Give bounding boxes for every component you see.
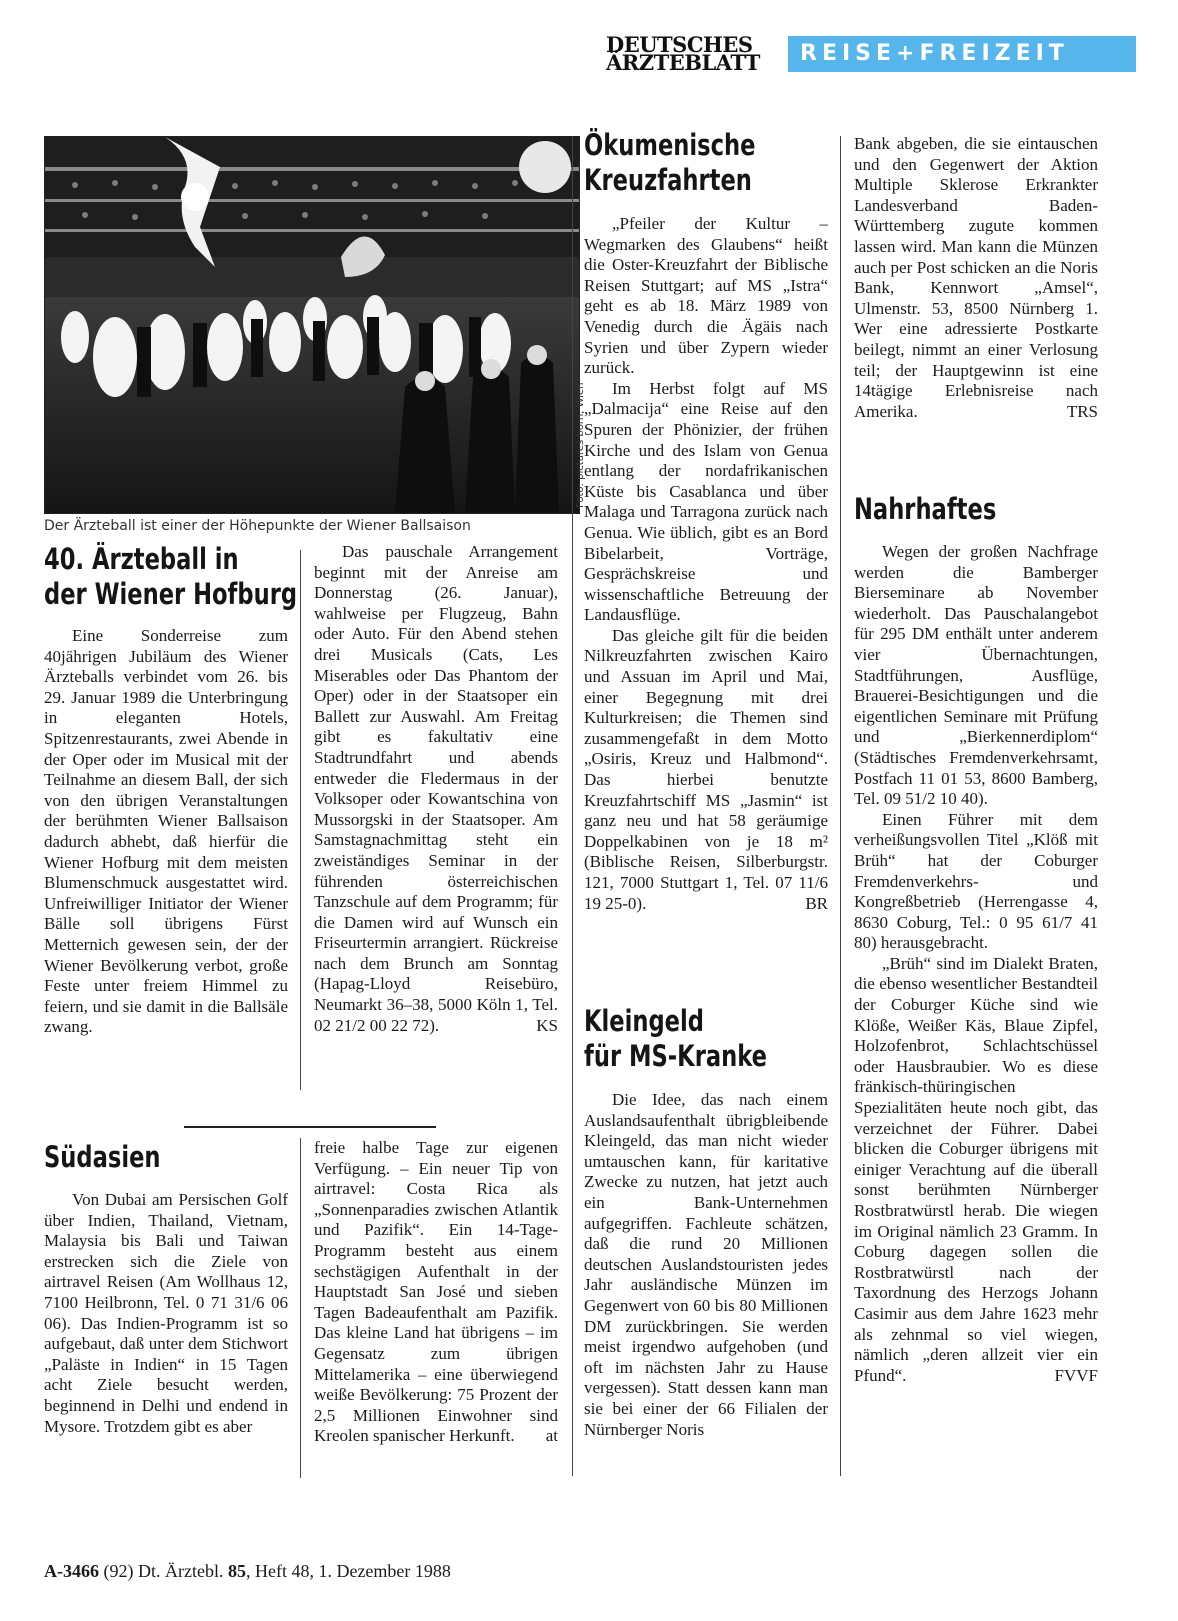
ballroom-photo-illustration bbox=[45, 137, 579, 513]
kleingeld-column-2 bbox=[854, 134, 1098, 422]
kleingeld-paragraph-1: Die Idee, das nach einem Auslandsaufenthalt übrigbleibende Kleingeld, das man nicht wieder umtauschen kann, für karitative Zwecke zu nutzen, hat jetzt auch ein Bank-Unternehmen aufgegriffen. Fachleute schätzen, daß die rund 20 Millionen deutschen Auslandstouristen jedes Jahr ausländische Münzen im Gegenwert von 60 bis 80 Millionen DM zurückbringen. Sie werden meist irgendwo aufgehoben (und oft im nächsten Jahr zu Hause vergessen). Statt dessen kann man sie bei einer der 66 Filialen der Nürnberger Noris bbox=[584, 1090, 828, 1439]
page-footer bbox=[44, 1561, 684, 1582]
footer-citation: (92) Dt. Ärztebl. bbox=[103, 1561, 224, 1581]
nahrhaftes-paragraph-2: Einen Führer mit dem verheißungsvollen Titel „Klöß mit Brüh“ hat der Coburger Fremdenverkehrs- und Kongreßbetrieb (Herrengasse 4, 8630 Coburg, Tel.: 0 95 61/7 41 80) herausgebracht. bbox=[854, 809, 1098, 953]
kreuzfahrten-paragraph-3: Das gleiche gilt für die beiden Nilkreuzfahrten zwischen Kairo und Assuan im April und Mai, einer Begegnung mit drei Kulturkreisen; die Themen sind zusammengefaßt in dem Motto „Osiris, Kreuz und Halbmond“. Das hierbei benutzte Kreuzfahrtschiff MS „Jasmin“ ist ganz neu und hat 58 geräumige Doppelkabinen von je 18 m² (Biblische Reisen, Silberburgstr. 121, 7000 Stuttgart 1, Tel. 07 11/6 19 25-0). bbox=[584, 625, 828, 913]
nahrhaftes-signature: FVVF bbox=[1054, 1365, 1098, 1385]
section-badge: REISE+FREIZEIT bbox=[788, 36, 1136, 72]
footer-issue-date: , Heft 48, 1. Dezember 1988 bbox=[245, 1561, 451, 1581]
kreuzfahrten-title-line1: Ökumenische bbox=[584, 128, 756, 162]
kreuzfahrten-title-line2: Kreuzfahrten bbox=[584, 163, 752, 197]
ball-article-column-1 bbox=[44, 626, 288, 1038]
kleingeld-column-1 bbox=[584, 1090, 828, 1440]
ball-paragraph-1: Eine Sonderreise zum 40jährigen Jubiläum des Wiener Ärzteballs verbindet vom 26. bis 29. Januar 1989 die Unterbringung in eleganten Hotels, Spitzenrestaurants, zwei Abende in der Oper oder im Musical mit der Teilnahme an diesem Ball, der sich von den übrigen Veranstaltungen der berühmten Wiener Ballsaison dadurch abhebt, daß hierfür die Wiener Hofburg mit dem meisten Blumenschmuck ausgestattet wird. Unfreiwilliger Initiator der Wiener Bälle soll übrigens Fürst Metternich gewesen sein, der der Wiener Bevölkerung verbot, große Feste unter freiem Himmel zu feiern, und sie damit in die Ballsäle zwang. bbox=[44, 626, 288, 1037]
article-separator bbox=[184, 1126, 436, 1128]
kreuzfahrten-column bbox=[584, 214, 828, 914]
suedasien-title-text: Südasien bbox=[44, 1140, 161, 1174]
column-divider-lower bbox=[300, 1138, 301, 1478]
suedasien-trailing-word: at bbox=[545, 1426, 558, 1446]
kleingeld-paragraph-2: Bank abgeben, die sie eintauschen und den Gegenwert der Aktion Multiple Sklerose Erkrankter Landesverband Baden-Württemberg zugute kommen lassen wird. Man kann die Münzen auch per Post schicken an die Noris Bank, Kennwort „Amsel“, Ulmenstr. 53, 8500 Nürnberg 1. Wer eine adressierte Postkarte beilegt, nimmt an einer Verlosung teil; der Hauptgewinn ist eine 14tägige Erlebnisreise nach Amerika. bbox=[854, 134, 1098, 421]
masthead-line2: ÄRZTEBLATT bbox=[606, 50, 760, 75]
ball-title-line1: 40. Ärzteball in bbox=[44, 542, 239, 576]
column-divider-middle bbox=[572, 136, 573, 1476]
ball-photo bbox=[44, 136, 580, 514]
suedasien-title bbox=[44, 1140, 284, 1175]
nahrhaftes-title-text: Nahrhaftes bbox=[854, 492, 997, 526]
footer-page-number: A-3466 bbox=[44, 1561, 99, 1581]
column-divider-right bbox=[840, 136, 841, 1476]
kreuzfahrten-paragraph-2: Im Herbst folgt auf MS „Dalmacija“ eine Reise auf den Spuren der Phönizier, der frühen Kirche und des Islam von Genua entlang der nordafrikanischen Küste bis Casablanca und über Malaga und Tarragona zurück nach Genua. Wie üblich, gibt es an Bord Bibelarbeit, Vorträge, Gesprächskreise und wissenschaftliche Betreuung der Landausflüge. bbox=[584, 378, 828, 625]
footer-volume: 85 bbox=[227, 1561, 246, 1581]
photo-credit-text: Foto: pictures born, Wien bbox=[575, 382, 586, 508]
column-divider bbox=[300, 550, 301, 1090]
suedasien-column-1 bbox=[44, 1190, 288, 1437]
suedasien-column-2 bbox=[314, 1138, 558, 1447]
ball-article-title bbox=[44, 542, 304, 612]
kleingeld-title-line2: für MS-Kranke bbox=[584, 1039, 767, 1073]
nahrhaftes-column bbox=[854, 542, 1098, 1386]
kleingeld-signature: TRS bbox=[1066, 401, 1098, 421]
nahrhaftes-title bbox=[854, 492, 1094, 527]
photo-caption: Der Ärzteball ist einer der Höhepunkte der Wiener Ballsaison bbox=[44, 518, 471, 534]
suedasien-paragraph-2: freie halbe Tage zur eigenen Verfügung. – Ein neuer Tip von airtravel: Costa Rica als „Sonnenparadies zwischen Atlantik und Pazifik“. Ein 14-Tage-Programm besteht aus einem sechstägigen Aufenthalt in der Hauptstadt San José und sieben Tagen Badeaufenthalt am Pazifik. Das kleine Land hat übrigens – im Gegensatz zum übrigen Mittelamerika – eine überwiegend weiße Bevölkerung: 75 Prozent der 2,5 Millionen Einwohner sind Kreolen spanischer Herkunft. bbox=[314, 1138, 558, 1446]
kreuzfahrten-paragraph-1: „Pfeiler der Kultur – Wegmarken des Glaubens“ heißt die Oster-Kreuzfahrt der Biblische Reisen Stuttgart; auf MS „Istra“ geht es ab 18. März 1989 von Venedig durch die Ägäis nach Syrien und über Zypern wieder zurück. bbox=[584, 214, 828, 378]
ball-title-line2: der Wiener Hofburg bbox=[44, 577, 298, 611]
masthead-logo bbox=[606, 32, 764, 75]
masthead-line1: DEUTSCHES bbox=[606, 32, 753, 57]
ball-article-column-2 bbox=[314, 542, 558, 1036]
kreuzfahrten-signature: BR bbox=[805, 893, 828, 913]
kreuzfahrten-title bbox=[584, 128, 824, 198]
kleingeld-title-line1: Kleingeld bbox=[584, 1004, 704, 1038]
suedasien-paragraph-1: Von Dubai am Persischen Golf über Indien, Thailand, Vietnam, Malaysia bis Bali und Taiwan erstrecken sich die Ziele von airtravel Reisen (Am Wollhaus 12, 7100 Heilbronn, Tel. 0 71 31/6 06 06). Das Indien-Programm ist so aufgebaut, daß unter dem Stichwort „Paläste in Indien“ in 15 Tagen acht Ziele besucht werden, beginnend in Delhi und endend in Mysore. Trotzdem gibt es aber bbox=[44, 1190, 288, 1436]
kleingeld-title bbox=[584, 1004, 824, 1074]
nahrhaftes-paragraph-1: Wegen der großen Nachfrage werden die Bamberger Bierseminare ab November wiederholt. Das Pauschalangebot für 295 DM enthält unter anderem vier Übernachtungen, Stadtführungen, Ausflüge, Brauerei-Besichtigungen und die eigentlichen Seminare mit Prüfung und „Bierkennerdiplom“ (Städtisches Fremdenverkehrsamt, Postfach 11 01 53, 8600 Bamberg, Tel. 09 51/2 10 40). bbox=[854, 542, 1098, 809]
ball-paragraph-2: Das pauschale Arrangement beginnt mit der Anreise am Donnerstag (26. Januar), wahlweise per Flugzeug, Bahn oder Auto. Für den Abend stehen drei Musicals (Cats, Les Miserables oder Das Phantom der Oper) oder in der Staatsoper ein Ballett zur Auswahl. Am Freitag gibt es fakultativ eine Stadtrundfahrt und abends entweder die Fledermaus in der Volksoper oder Kowantschina von Mussorgski in der Staatsoper. Am Samstagnachmittag steht ein zweiständiges Seminar in der führenden österreichischen Tanzschule auf dem Programm; für die Damen wird auf Wunsch ein Friseurtermin arrangiert. Rückreise nach dem Brunch am Sonntag (Hapag-Lloyd Reisebüro, Neumarkt 36–38, 5000 Köln 1, Tel. 02 21/2 00 22 72). bbox=[314, 542, 558, 1035]
ball-signature: KS bbox=[536, 1015, 558, 1035]
nahrhaftes-paragraph-3: „Brüh“ sind im Dialekt Braten, die ebenso wesentlicher Bestandteil der Coburger Küche sind wie Klöße, Weißer Käs, Blaue Zipfel, Holzofenbrot, Schlachtschüssel oder Hausbraubier. Wo es diese fränkisch-thüringischen Spezialitäten heute noch gibt, das verzeichnet der Führer. Dabei blicken die Coburger übrigens mit einiger Verachtung auf die überall sonst berühmten Nürnberger Rostbratwürstl herab. Die wiegen im Original nämlich 23 Gramm. In Coburg dagegen sollen die Rostbratwürstl nach der Taxordnung des Herzogs Johann Casimir aus dem Jahre 1623 mehr als zehnmal so viel wiegen, nämlich „deren allzeit vier ein Pfund“. bbox=[854, 953, 1098, 1385]
